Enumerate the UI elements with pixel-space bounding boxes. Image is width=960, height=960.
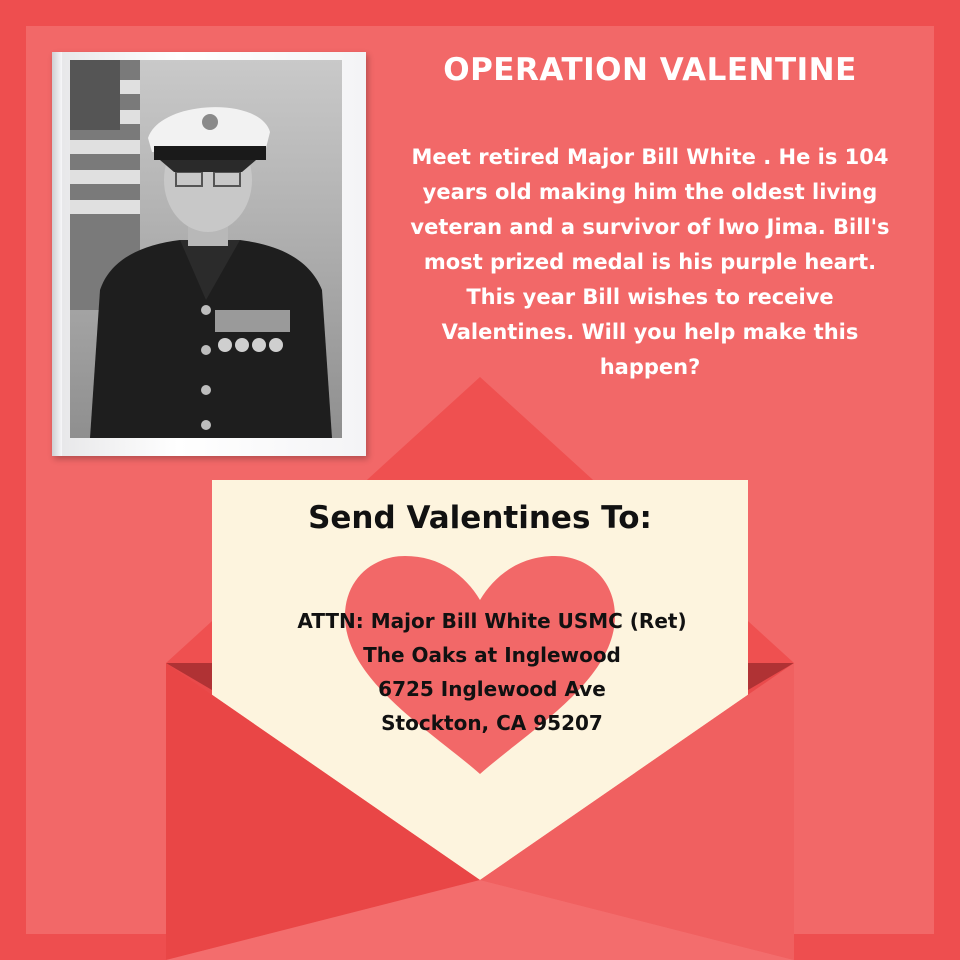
veteran-photo [70,60,342,438]
description-line: This year Bill wishes to receive [466,285,834,309]
address-line-street: 6725 Inglewood Ave [378,677,606,701]
description-line: most prized medal is his purple heart. [423,250,877,274]
description-line: happen? [599,355,701,379]
veteran-portrait-illustration [70,60,342,438]
address-line-facility: The Oaks at Inglewood [363,643,621,667]
card-heading: Send Valentines To: [308,500,652,536]
poster-description [404,140,896,385]
description-line: Valentines. Will you help make this [441,320,859,344]
frame-spine [52,52,62,456]
description-line: Meet retired Major Bill White . He is 104 [411,145,889,169]
address-line-attn: ATTN: Major Bill White USMC (Ret) [297,609,687,633]
cap-band [154,146,266,160]
description-line: veteran and a survivor of Iwo Jima. Bill's [410,215,890,239]
cap-emblem-icon [202,114,218,130]
poster-title: OPERATION VALENTINE [443,52,857,88]
medals-icon [215,310,290,352]
description-line: years old making him the oldest living [422,180,878,204]
cap-visor [160,160,256,172]
address-line-city: Stockton, CA 95207 [381,711,603,735]
